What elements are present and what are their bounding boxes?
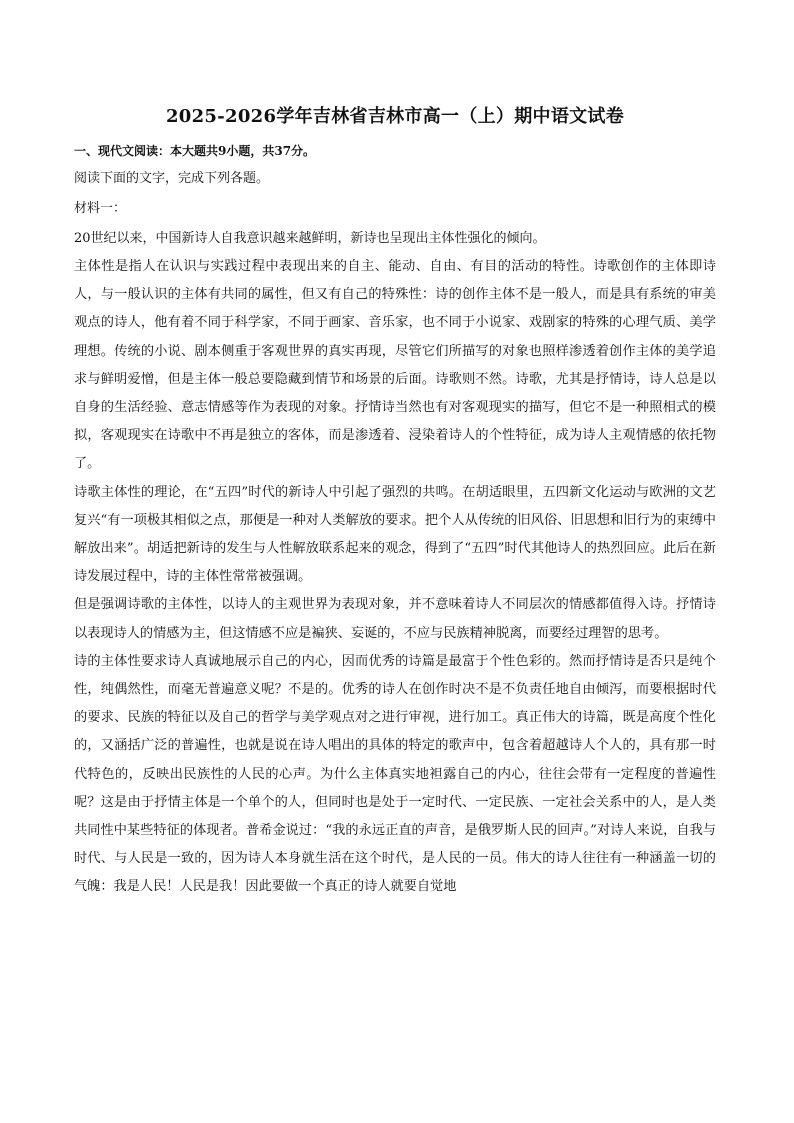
reading-instruction: 阅读下面的文字，完成下列各题。 — [74, 171, 270, 186]
document-title: 2025-2026学年吉林省吉林市高一（上）期中语文试卷 — [165, 106, 625, 127]
body-paragraph: 但是强调诗歌的主体性，以诗人的主观世界为表现对象，并不意味着诗人不同层次的情感都值得入诗。抒情诗以表现诗人的情感为主，但这情感不应是褊狭、妄诞的，不应与民族精神脱离，而要经过理智的思考。 — [74, 597, 716, 641]
body-paragraph: 诗歌主体性的理论，在“五四”时代的新诗人中引起了强烈的共鸣。在胡适眼里，五四新文化运动与欧洲的文艺复兴“有一项极其相似之点，那便是一种对人类解放的要求。把个人从传统的旧风俗、旧思想和旧行为的束缚中解放出来”。胡适把新诗的发生与人性解放联系起来的观念，得到了“五四”时代其他诗人的热烈回应。此后在新诗发展过程中，诗的主体性常常被强调。 — [74, 484, 716, 585]
body-paragraph: 主体性是指人在认识与实践过程中表现出来的自主、能动、自由、有目的活动的特性。诗歌创作的主体即诗人，与一般认识的主体有共同的属性，但又有自己的特殊性：诗的创作主体不是一般人，而是具有系统的审美观点的诗人，他有着不同于科学家，不同于画家、音乐家，也不同于小说家、戏剧家的特殊的心理气质、美学理想。传统的小说、剧本侧重于客观世界的真实再现，尽管它们所描写的对象也照样渗透着创作主体的美学追求与鲜明爱憎，但是主体一般总要隐藏到情节和场景的后面。诗歌则不然。诗歌，尤其是抒情诗，诗人总是以自身的生活经验、意志情感等作为表现的对象。抒情诗当然也有对客观现实的描写，但它不是一种照相式的模拟，客观现实在诗歌中不再是独立的客体，而是渗透着、浸染着诗人的个性特征，成为诗人主观情感的依托物了。 — [74, 259, 716, 472]
body-paragraph: 诗的主体性要求诗人真诚地展示自己的内心，因而优秀的诗篇是最富于个性色彩的。然而抒情诗是否只是纯个性，纯偶然性，而毫无普遍意义呢？不是的。优秀的诗人在创作时决不是不负责任地自由倾泻，而要根据时代的要求、民族的特征以及自己的哲学与美学观点对之进行审视，进行加工。真正伟大的诗篇，既是高度个性化的，又涵括广泛的普遍性，也就是说在诗人唱出的具体的特定的歌声中，包含着超越诗人个人的，具有那一时代特色的，反映出民族性的人民的心声。为什么主体真实地袒露自己的内心，往往会带有一定程度的普遍性呢？这是由于抒情主体是一个单个的人，但同时也是处于一定时代、一定民族、一定社会关系中的人，是人类共同性中某些特征的体现者。普希金说过：“我的永远正直的声音，是俄罗斯人民的回声。”对诗人来说，自我与时代、与人民是一致的，因为诗人本身就生活在这个时代，是人民的一员。伟大的诗人往往有一种涵盖一切的气魄：我是人民！人民是我！因此要做一个真正的诗人就要自觉地 — [74, 653, 716, 895]
lead-paragraph: 20世纪以来，中国新诗人自我意识越来越鲜明，新诗也呈现出主体性强化的倾向。 — [74, 231, 546, 246]
material-label: 材料一： — [74, 201, 127, 216]
section-heading: 一、现代文阅读：本大题共9小题，共37分。 — [74, 144, 316, 158]
